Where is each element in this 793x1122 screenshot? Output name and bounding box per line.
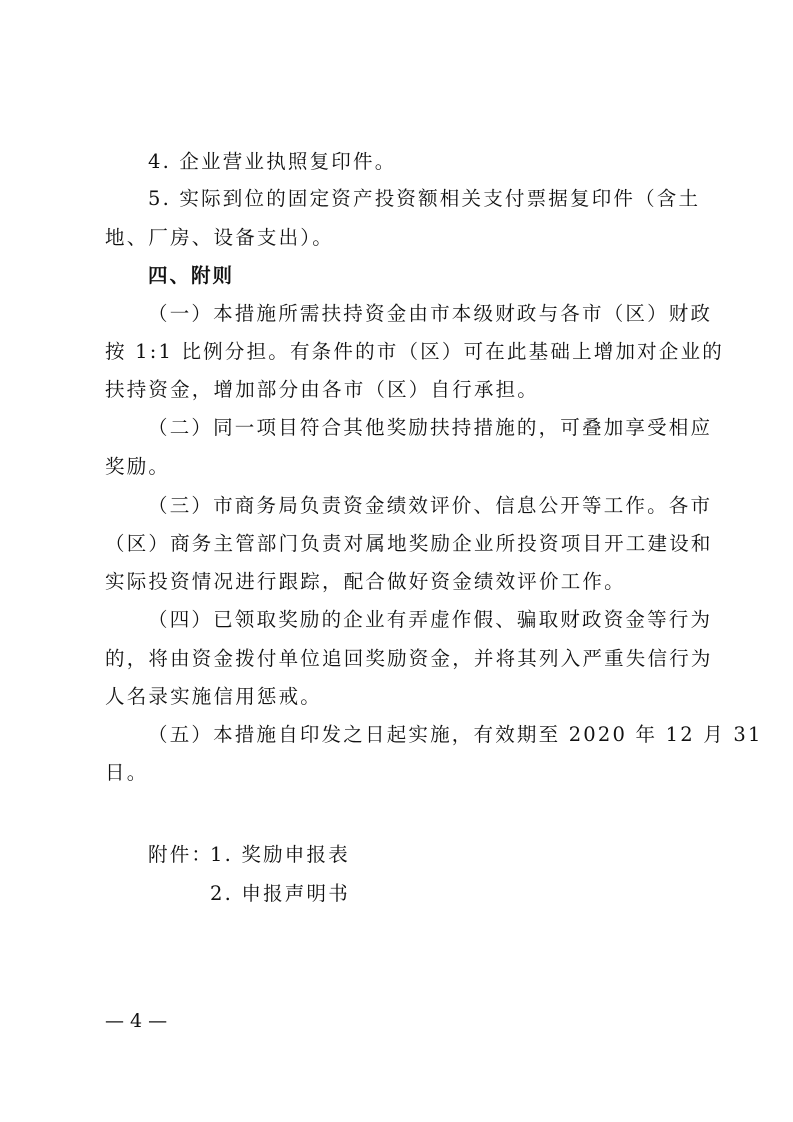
paragraph-2-line-2: 奖励。 [105, 455, 171, 478]
paragraph-5-line-2: 日。 [105, 761, 149, 784]
attachment-item-2: 2. 申报声明书 [210, 882, 350, 905]
attachments-label: 附件： [148, 843, 214, 866]
paragraph-4-line-1: （四）已领取奖励的企业有弄虚作假、骗取财政资金等行为 [148, 608, 713, 631]
paragraph-4-line-2: 的，将由资金拨付单位追回奖励资金，并将其列入严重失信行为 [105, 647, 713, 670]
paragraph-1-line-3: 扶持资金，增加部分由各市（区）自行承担。 [105, 378, 540, 401]
paragraph-2-line-1: （二）同一项目符合其他奖励扶持措施的，可叠加享受相应 [148, 416, 713, 439]
paragraph-4-line-3: 人名录实施信用惩戒。 [105, 685, 323, 708]
requirement-item-5-line-1: 5. 实际到位的固定资产投资额相关支付票据复印件（含土 [148, 187, 701, 210]
paragraph-1-line-2: 按 1:1 比例分担。有条件的市（区）可在此基础上增加对企业的 [105, 340, 724, 363]
attachment-item-1: 1. 奖励申报表 [210, 843, 350, 866]
paragraph-1-line-1: （一）本措施所需扶持资金由市本级财政与各市（区）财政 [148, 302, 713, 325]
requirement-item-5-line-2: 地、厂房、设备支出）。 [105, 226, 334, 249]
page-number: — 4 — [105, 1010, 168, 1032]
paragraph-5-line-1: （五）本措施自印发之日起实施，有效期至 2020 年 12 月 31 [148, 723, 763, 746]
section-heading: 四、附则 [148, 264, 235, 287]
paragraph-3-line-2: （区）商务主管部门负责对属地奖励企业所投资项目开工建设和 [105, 532, 713, 555]
paragraph-3-line-1: （三）市商务局负责资金绩效评价、信息公开等工作。各市 [148, 494, 713, 517]
requirement-item-4: 4. 企业营业执照复印件。 [148, 150, 397, 173]
paragraph-3-line-3: 实际投资情况进行跟踪，配合做好资金绩效评价工作。 [105, 570, 626, 593]
